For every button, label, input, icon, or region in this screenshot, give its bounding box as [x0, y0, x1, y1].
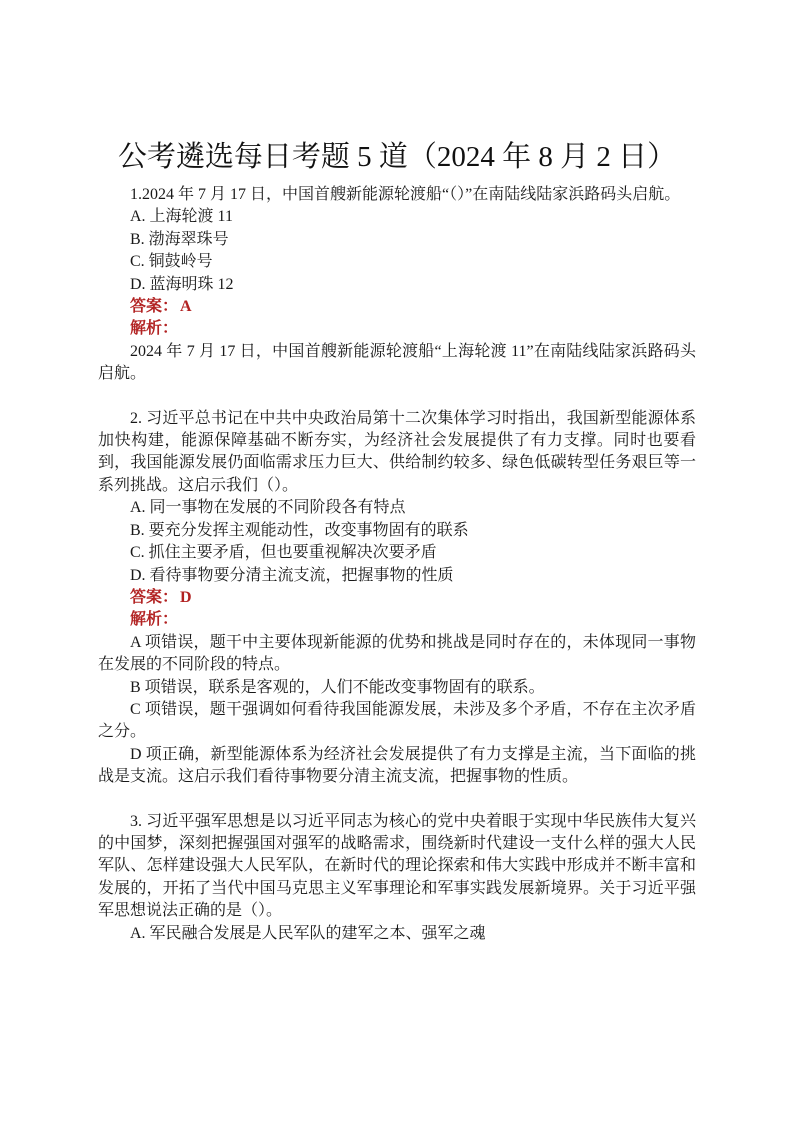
- question-2-analysis-label: 解析：: [130, 611, 179, 629]
- question-2-option-d: D. 看待事物要分清主流支流，把握事物的性质: [130, 566, 454, 584]
- question-1-stem: 1.2024 年 7 月 17 日，中国首艘新能源轮渡船“（）”在南陆线陆家浜路码头启航。: [130, 186, 681, 203]
- question-2-option-c: C. 抓住主要矛盾，但也要重视解决次要矛盾: [130, 544, 437, 562]
- question-1-answer-value: A: [180, 298, 192, 316]
- question-2-option-b: B. 要充分发挥主观能动性，改变事物固有的联系: [130, 521, 469, 539]
- question-2-analysis-paragraph-d: D 项正确，新型能源体系为经济社会发展提供了有力支撑是主流，当下面临的挑战是支流。这启示我们看待事物要分清主流支流，把握事物的性质。: [98, 745, 696, 786]
- question-2-analysis-paragraph-c: C 项错误，题干强调如何看待我国能源发展，未涉及多个矛盾，不存在主次矛盾之分。: [98, 700, 696, 741]
- question-1-option-a: A. 上海轮渡 11: [130, 208, 233, 226]
- question-1-option-b: B. 渤海翠珠号: [130, 230, 229, 248]
- question-3-option-a: A. 军民融合发展是人民军队的建军之本、强军之魂: [130, 924, 486, 942]
- question-1-analysis-paragraph: 2024 年 7 月 17 日，中国首艘新能源轮渡船“上海轮渡 11”在南陆线陆家浜路码头启航。: [98, 342, 696, 383]
- question-2-answer-value: D: [180, 588, 192, 606]
- question-2-analysis-paragraph-b: B 项错误，联系是客观的，人们不能改变事物固有的联系。: [130, 678, 545, 696]
- answer-label: 答案：: [130, 588, 179, 606]
- question-2-answer-line: [98, 587, 696, 609]
- question-1-option-c: C. 铜鼓岭号: [130, 253, 213, 271]
- question-1-analysis-label: 解析：: [130, 320, 179, 338]
- question-3-stem: 3. 习近平强军思想是以习近平同志为核心的党中央着眼于实现中华民族伟大复兴的中国梦，深刻把握强国对强军的战略需求，围绕新时代建设一支什么样的强大人民军队、怎样建设强大人民军队，在新时代的理论探索和伟大实践中形成并不断丰富和发展的，开拓了当代中国马克思主义军事理论和军事实践发展新境界。关于习近平强军思想说法正确的是（）。: [98, 812, 696, 920]
- document-title: 公考遴选每日考题 5 道（2024 年 8 月 2 日）: [117, 141, 677, 173]
- question-2-stem: 2. 习近平总书记在中共中央政治局第十二次集体学习时指出，我国新型能源体系加快构建，能源保障基础不断夯实，为经济社会发展提供了有力支撑。同时也要看到，我国能源发展仍面临需求压力巨大、供给制约较多、绿色低碳转型任务艰巨等一系列挑战。这启示我们（）。: [98, 409, 696, 494]
- question-block-3: [98, 811, 696, 945]
- answer-label: 答案：: [130, 298, 179, 316]
- question-2-option-a: A. 同一事物在发展的不同阶段各有特点: [130, 499, 406, 517]
- question-1-answer-line: [98, 296, 696, 318]
- question-block-1: [98, 184, 696, 386]
- question-2-analysis-paragraph-a: A 项错误，题干中主要体现新能源的优势和挑战是同时存在的，未体现同一事物在发展的不同阶段的特点。: [98, 633, 696, 674]
- question-1-option-d: D. 蓝海明珠 12: [130, 275, 234, 293]
- question-block-2: [98, 408, 696, 789]
